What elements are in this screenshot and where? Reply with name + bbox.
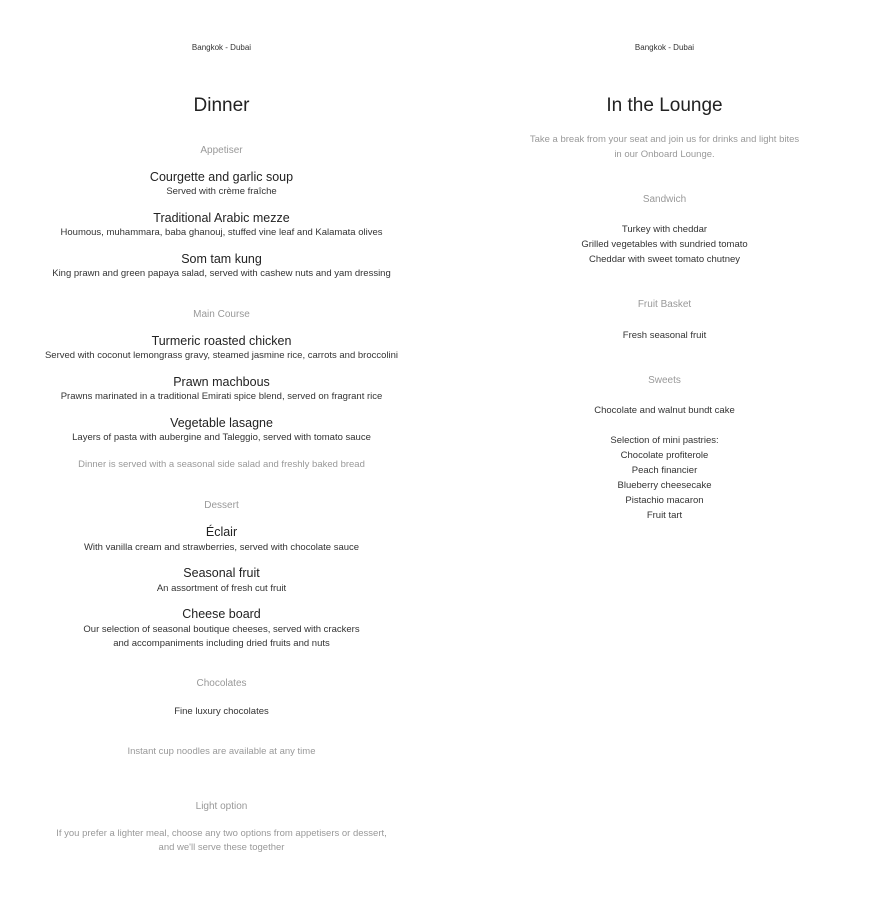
appetiser-item-desc: Houmous, muhammara, baba ghanouj, stuffed vine leaf and Kalamata olives bbox=[60, 227, 383, 238]
route-label: Bangkok - Dubai bbox=[191, 43, 252, 52]
chocolates-heading: Chocolates bbox=[196, 678, 247, 689]
main-item-name: Turmeric roasted chicken bbox=[151, 334, 292, 348]
lounge-intro: Take a break from your seat and join us for drinks and light bites bbox=[529, 134, 800, 145]
sandwich-item: Cheddar with sweet tomato chutney bbox=[588, 254, 741, 265]
sandwich-item: Turkey with cheddar bbox=[621, 224, 708, 235]
dessert-item-desc: and accompaniments including dried fruits and nuts bbox=[113, 638, 330, 649]
lounge-page bbox=[443, 0, 886, 901]
main-item-name: Prawn machbous bbox=[173, 375, 270, 389]
dessert-heading: Dessert bbox=[204, 500, 239, 511]
dinner-note: Dinner is served with a seasonal side salad and freshly baked bread bbox=[78, 459, 365, 470]
dessert-item-name: Cheese board bbox=[182, 607, 261, 621]
dessert-item-desc: Our selection of seasonal boutique cheeses, served with crackers bbox=[83, 624, 360, 635]
pastries-title: Selection of mini pastries: bbox=[610, 435, 719, 446]
main-item-desc: Layers of pasta with aubergine and Taleggio, served with tomato sauce bbox=[72, 432, 371, 443]
dinner-title: Dinner bbox=[193, 95, 250, 116]
lounge-intro: in our Onboard Lounge. bbox=[614, 149, 715, 160]
sweets-item: Chocolate and walnut bundt cake bbox=[594, 405, 735, 416]
pastry-item: Fruit tart bbox=[646, 510, 683, 521]
sweets-heading: Sweets bbox=[648, 375, 681, 386]
appetiser-item-name: Courgette and garlic soup bbox=[149, 170, 294, 184]
sandwich-heading: Sandwich bbox=[642, 194, 687, 205]
noodles-note: Instant cup noodles are available at any time bbox=[127, 746, 316, 757]
main-item-desc: Prawns marinated in a traditional Emirati spice blend, served on fragrant rice bbox=[60, 391, 383, 402]
pastry-item: Peach financier bbox=[631, 465, 698, 476]
fruit-item: Fresh seasonal fruit bbox=[622, 330, 707, 341]
appetiser-item-name: Som tam kung bbox=[181, 252, 262, 266]
light-option-text: If you prefer a lighter meal, choose any two options from appetisers or dessert, bbox=[56, 828, 387, 839]
dessert-item-name: Éclair bbox=[205, 525, 238, 539]
main-course-heading: Main Course bbox=[193, 309, 250, 320]
pastry-item: Chocolate profiterole bbox=[620, 450, 709, 461]
chocolates-item: Fine luxury chocolates bbox=[174, 706, 269, 717]
appetiser-item-desc: Served with crème fraîche bbox=[166, 186, 277, 197]
dessert-item-desc: An assortment of fresh cut fruit bbox=[156, 583, 287, 594]
light-option-heading: Light option bbox=[195, 801, 248, 812]
pastry-item: Blueberry cheesecake bbox=[617, 480, 712, 491]
main-item-desc: Served with coconut lemongrass gravy, steamed jasmine rice, carrots and broccolini bbox=[44, 350, 399, 361]
dessert-item-desc: With vanilla cream and strawberries, served with chocolate sauce bbox=[83, 542, 360, 553]
dessert-item-name: Seasonal fruit bbox=[183, 566, 260, 580]
appetiser-heading: Appetiser bbox=[200, 145, 243, 156]
route-label: Bangkok - Dubai bbox=[634, 43, 695, 52]
sandwich-item: Grilled vegetables with sundried tomato bbox=[581, 239, 748, 250]
fruit-basket-heading: Fruit Basket bbox=[637, 299, 692, 310]
main-item-name: Vegetable lasagne bbox=[170, 416, 273, 430]
pastry-item: Pistachio macaron bbox=[625, 495, 704, 506]
appetiser-item-desc: King prawn and green papaya salad, served with cashew nuts and yam dressing bbox=[52, 268, 391, 279]
appetiser-item-name: Traditional Arabic mezze bbox=[153, 211, 290, 225]
lounge-title: In the Lounge bbox=[606, 95, 723, 116]
light-option-text: and we'll serve these together bbox=[158, 842, 285, 853]
